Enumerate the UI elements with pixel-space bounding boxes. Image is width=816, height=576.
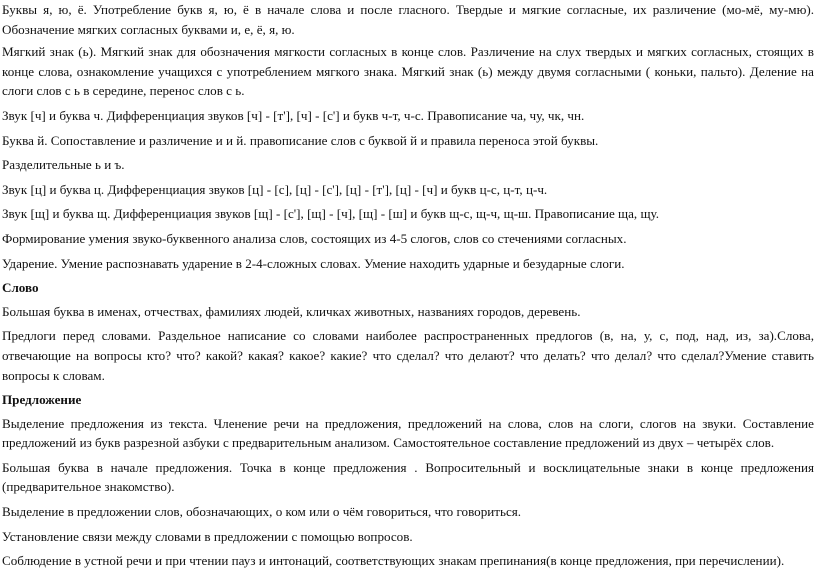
heading-sentence: Предложение [2,392,82,408]
paragraph-letters-ya-yu-yo: Буквы я, ю, ё. Употребление букв я, ю, ё в начале слова и после гласного. Твердые и мягкие согласные, их различение (мо-мё, му-мю). Обозначение мягких согласных буквами и, е, ё, я, ю. [2,2,814,37]
paragraph-sentence-subject-words: Выделение в предложении слов, обозначающих, о ком или о чём говориться, что говориться. [2,504,522,520]
paragraph-sound-shch: Звук [щ] и буква щ. Дифференциация звуков [щ] - [с'], [щ] - [ч], [щ] - [ш] и букв щ-с, щ-ч, щ-ш. Правописание ща, щу. [2,206,660,222]
paragraph-stress: Ударение. Умение распознавать ударение в 2-4-сложных словах. Умение находить ударные и безударные слоги. [2,255,625,271]
document-body [2,0,814,576]
paragraph-sound-letter-analysis: Формирование умения звуко-буквенного анализа слов, состоящих из 4-5 слогов, слов со стечениями согласных. [2,230,627,246]
paragraph-prepositions: Предлоги перед словами. Раздельное написание со словами наиболее распространенных предлогов (в, на, у, с, под, над, из, за).Слова, отвечающие на вопросы кто? что? какой? какая? какое? какие? что сделал? что делают? что делать? что делал? что сделал?Умение ставить вопросы к словам. [2,328,814,383]
paragraph-sentence-extraction: Выделение предложения из текста. Членение речи на предложения, предложений на слова, слов на слоги, слогов на звуки. Составление предложений из букв разрезной азбуки с предварительным анализом. Самостоятельное составление предложений из двух – четырёх слов. [2,415,814,451]
paragraph-pauses-intonation: Соблюдение в устной речи и при чтении пауз и интонаций, соответствующих знакам препинания(в конце предложения, при перечислении). [2,553,785,569]
paragraph-capital-letter-sentence: Большая буква в начале предложения. Точка в конце предложения . Вопросительный и восклицательные знаки в конце предложения (предварительное знакомство). [2,459,814,495]
paragraph-soft-sign: Мягкий знак (ь). Мягкий знак для обозначения мягкости согласных в конце слов. Различение на слух твердых и мягких согласных, стоящих в конце слова, ознакомление учащихся с употреблением мягкого знака. Мягкий знак (ь) между двумя согласными ( коньки, пальто). Деление на слоги слов с ь в середине, перенос слов с ь. [2,44,814,99]
paragraph-letter-y-short: Буква й. Сопоставление и различение и и й. правописание слов с буквой й и правила переноса этой буквы. [2,132,599,148]
paragraph-word-links: Установление связи между словами в предложении с помощью вопросов. [2,528,413,544]
heading-word: Слово [2,280,39,296]
paragraph-capital-letter-names: Большая буква в именах, отчествах, фамилиях людей, кличках животных, названиях городов, деревень. [2,303,581,319]
paragraph-sound-ts: Звук [ц] и буква ц. Дифференциация звуков [ц] - [с], [ц] - [с'], [ц] - [т'], [ц] - [ч] и букв ц-с, ц-т, ц-ч. [2,181,548,197]
paragraph-separating-signs: Разделительные ь и ъ. [2,157,125,173]
paragraph-sound-ch: Звук [ч] и буква ч. Дифференциация звуков [ч] - [т'], [ч] - [с'] и букв ч-т, ч-с. Правописание ча, чу, чк, чн. [2,107,585,123]
